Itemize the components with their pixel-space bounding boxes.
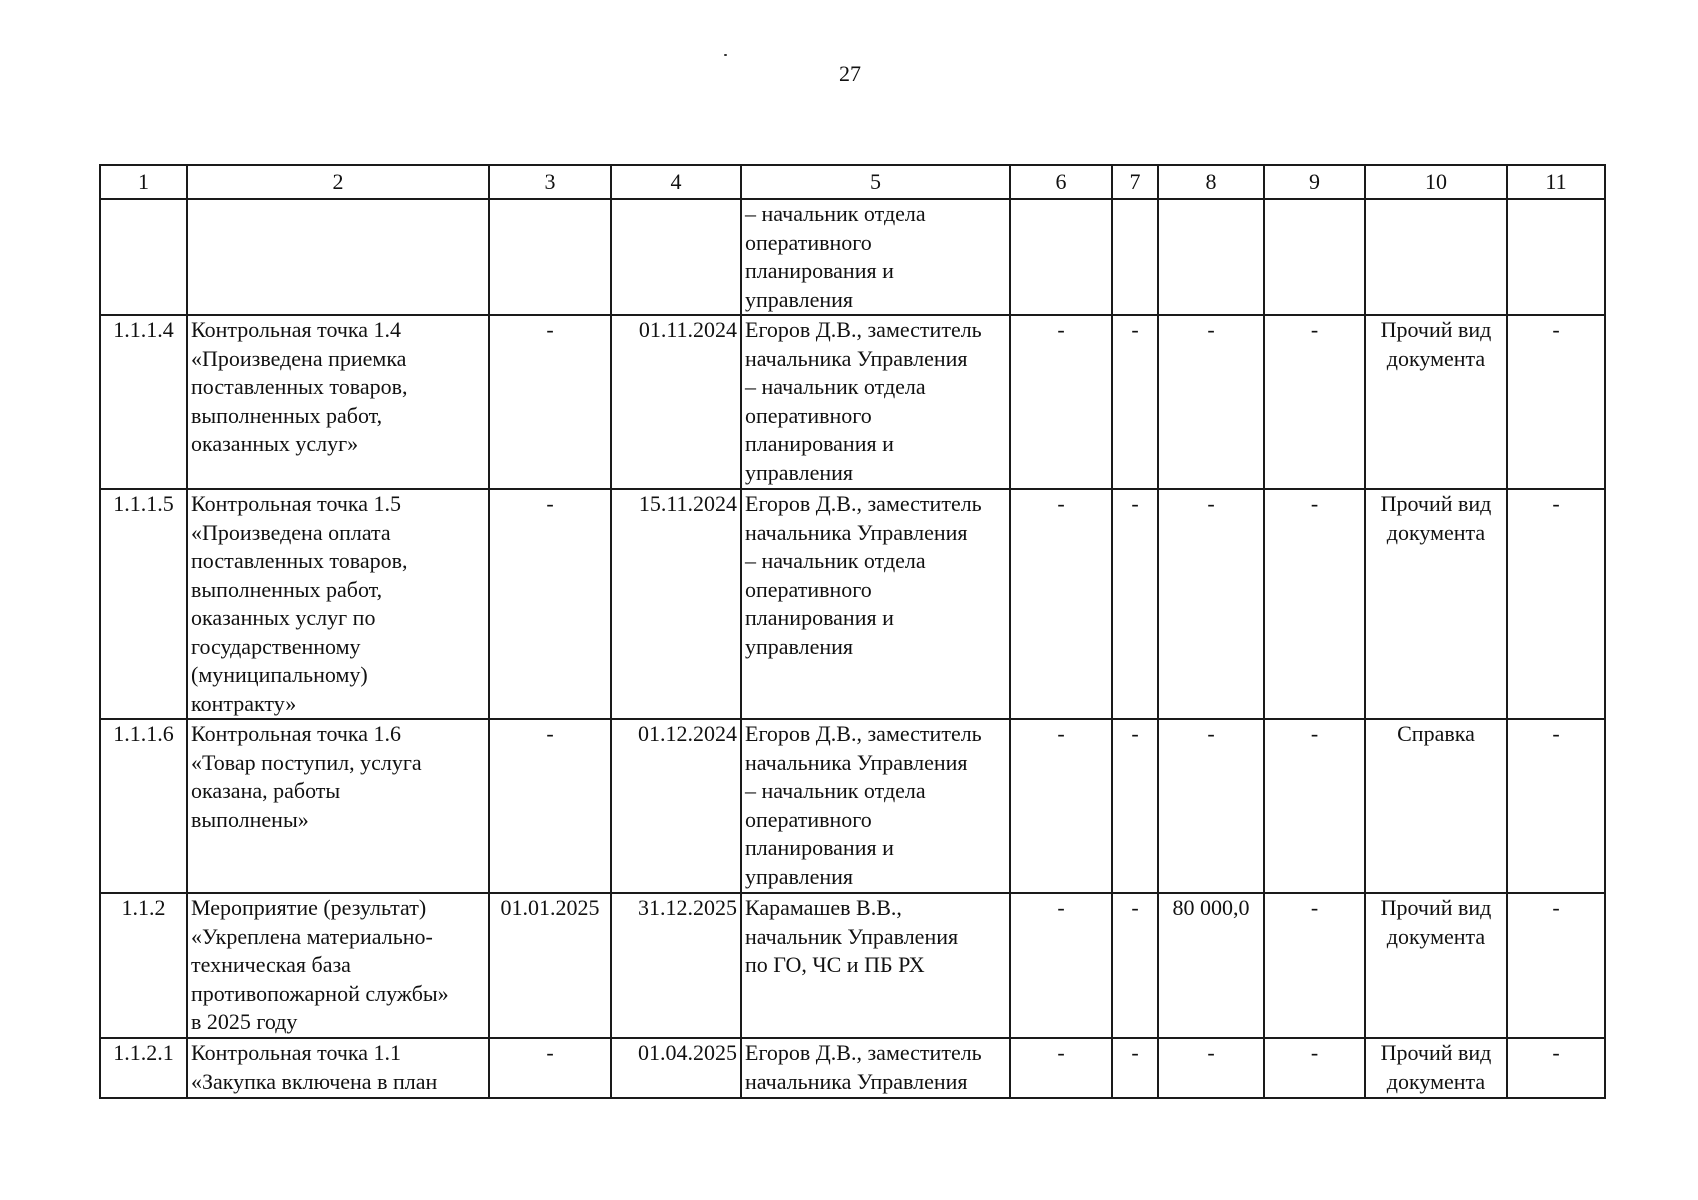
cell-col-9 xyxy=(1264,893,1365,1038)
cell-number xyxy=(100,893,187,1038)
header-col-10: 10 xyxy=(1365,165,1507,199)
cell-responsible-text: Егоров Д.В., заместитель начальника Управления – начальник отдела оперативного планирования и управления xyxy=(745,491,982,659)
table-row-1-1-1-5 xyxy=(100,489,1605,719)
cell-col-9-text: - xyxy=(1310,1040,1319,1065)
cell-responsible-text: Егоров Д.В., заместитель начальника Управления xyxy=(745,1040,982,1094)
cell-name-text: Контрольная точка 1.1 «Закупка включена в план xyxy=(191,1040,438,1094)
cell-col-11-text: - xyxy=(1552,1040,1560,1065)
scan-artifact-dot xyxy=(724,54,727,56)
cell-name xyxy=(187,489,489,719)
cell-col-11 xyxy=(1507,719,1605,893)
cell-document-type-text: Справка xyxy=(1397,721,1475,746)
table-row-continuation xyxy=(100,199,1605,315)
cell-col-9 xyxy=(1264,1038,1365,1098)
cell-col-8 xyxy=(1158,199,1264,315)
cell-end-date xyxy=(611,489,741,719)
cell-document-type xyxy=(1365,893,1507,1038)
cell-number xyxy=(100,199,187,315)
cell-col-9 xyxy=(1264,315,1365,489)
cell-col-11-text: - xyxy=(1552,317,1560,342)
table-row-1-1-1-6 xyxy=(100,719,1605,893)
cell-col-6-text: - xyxy=(1057,317,1065,342)
cell-col-11 xyxy=(1507,893,1605,1038)
cell-document-type xyxy=(1365,199,1507,315)
cell-col-7 xyxy=(1112,893,1158,1038)
header-col-1: 1 xyxy=(100,165,187,199)
cell-name xyxy=(187,199,489,315)
cell-start-date xyxy=(489,719,611,893)
table-row-1-1-2 xyxy=(100,893,1605,1038)
cell-number-text: 1.1.2.1 xyxy=(113,1040,174,1065)
header-col-3: 3 xyxy=(489,165,611,199)
cell-col-6 xyxy=(1010,1038,1112,1098)
cell-col-6 xyxy=(1010,199,1112,315)
cell-start-date xyxy=(489,1038,611,1098)
cell-start-date-text: - xyxy=(546,491,554,516)
cell-col-7 xyxy=(1112,315,1158,489)
cell-responsible-text: – начальник отдела оперативного планирования и управления xyxy=(745,201,926,312)
cell-responsible xyxy=(741,893,1010,1038)
cell-end-date xyxy=(611,1038,741,1098)
cell-col-6 xyxy=(1010,489,1112,719)
cell-col-6-text: - xyxy=(1057,1040,1065,1065)
cell-name-text: Контрольная точка 1.4 «Произведена приемка поставленных товаров, выполненных работ, оказанных услуг» xyxy=(191,317,408,456)
cell-col-9-text: - xyxy=(1310,721,1319,746)
cell-name-text: Контрольная точка 1.5 «Произведена оплата поставленных товаров, выполненных работ, оказанных услуг по государственному (муниципальному) контракту» xyxy=(191,491,408,716)
cell-number xyxy=(100,489,187,719)
cell-responsible xyxy=(741,315,1010,489)
cell-col-11 xyxy=(1507,199,1605,315)
cell-document-type xyxy=(1365,719,1507,893)
cell-responsible-text: Егоров Д.В., заместитель начальника Управления – начальник отдела оперативного планирования и управления xyxy=(745,317,982,485)
cell-col-8 xyxy=(1158,489,1264,719)
cell-col-9-text: - xyxy=(1310,491,1319,516)
cell-col-7-text: - xyxy=(1131,317,1139,342)
cell-col-6 xyxy=(1010,719,1112,893)
header-col-9: 9 xyxy=(1264,165,1365,199)
cell-col-8-text: - xyxy=(1207,1040,1215,1065)
cell-number-text: 1.1.1.4 xyxy=(113,317,174,342)
cell-col-9 xyxy=(1264,199,1365,315)
cell-responsible-text: Карамашев В.В., начальник Управления по ГО, ЧС и ПБ РХ xyxy=(745,895,959,977)
cell-col-6-text: - xyxy=(1057,895,1065,920)
cell-start-date xyxy=(489,489,611,719)
cell-responsible xyxy=(741,719,1010,893)
cell-col-7-text: - xyxy=(1131,721,1139,746)
cell-name xyxy=(187,315,489,489)
cell-end-date xyxy=(611,315,741,489)
cell-end-date-text: 31.12.2025 xyxy=(638,895,737,920)
cell-col-11 xyxy=(1507,1038,1605,1098)
cell-responsible-text: Егоров Д.В., заместитель начальника Управления – начальник отдела оперативного планирования и управления xyxy=(745,721,982,889)
cell-start-date xyxy=(489,893,611,1038)
cell-start-date-text: - xyxy=(546,317,554,342)
cell-document-type-text: Прочий вид документа xyxy=(1380,1040,1492,1094)
cell-start-date xyxy=(489,315,611,489)
cell-col-11-text: - xyxy=(1552,895,1560,920)
cell-col-6 xyxy=(1010,315,1112,489)
header-col-11: 11 xyxy=(1507,165,1605,199)
cell-start-date-text: 01.01.2025 xyxy=(500,895,600,920)
cell-col-7-text: - xyxy=(1131,491,1139,516)
page-number: 27 xyxy=(839,61,861,86)
cell-responsible xyxy=(741,1038,1010,1098)
cell-end-date-text: 01.12.2024 xyxy=(638,721,737,746)
header-col-8: 8 xyxy=(1158,165,1264,199)
header-col-6: 6 xyxy=(1010,165,1112,199)
cell-col-8-text: - xyxy=(1207,491,1215,516)
cell-document-type-text: Прочий вид документа xyxy=(1380,317,1492,371)
cell-col-9 xyxy=(1264,719,1365,893)
cell-number-text: 1.1.1.6 xyxy=(113,721,174,746)
cell-col-11-text: - xyxy=(1552,491,1560,516)
cell-col-8 xyxy=(1158,315,1264,489)
cell-col-7 xyxy=(1112,489,1158,719)
cell-name-text: Контрольная точка 1.6 «Товар поступил, услуга оказана, работы выполнены» xyxy=(191,721,422,832)
cell-col-7 xyxy=(1112,1038,1158,1098)
cell-col-6 xyxy=(1010,893,1112,1038)
cell-start-date xyxy=(489,199,611,315)
cell-responsible xyxy=(741,199,1010,315)
cell-col-8-text: 80 000,0 xyxy=(1172,895,1250,920)
cell-name-text: Мероприятие (результат) «Укреплена материально- техническая база противопожарной службы» в 2025 году xyxy=(191,895,449,1034)
header-col-7: 7 xyxy=(1112,165,1158,199)
cell-number xyxy=(100,315,187,489)
cell-col-7 xyxy=(1112,199,1158,315)
cell-start-date-text: - xyxy=(546,721,554,746)
cell-col-6-text: - xyxy=(1057,491,1065,516)
table-row-1-1-1-4 xyxy=(100,315,1605,489)
cell-col-8 xyxy=(1158,893,1264,1038)
cell-start-date-text: - xyxy=(546,1040,554,1065)
cell-col-8-text: - xyxy=(1207,317,1215,342)
cell-end-date-text: 01.11.2024 xyxy=(638,317,737,342)
cell-col-9-text: - xyxy=(1310,317,1319,342)
header-col-5: 5 xyxy=(741,165,1010,199)
cell-col-8 xyxy=(1158,1038,1264,1098)
cell-number-text: 1.1.2 xyxy=(121,895,166,920)
table-row-1-1-2-1 xyxy=(100,1038,1605,1098)
cell-responsible xyxy=(741,489,1010,719)
header-col-2: 2 xyxy=(187,165,489,199)
cell-end-date xyxy=(611,199,741,315)
cell-document-type xyxy=(1365,1038,1507,1098)
cell-document-type-text: Прочий вид документа xyxy=(1380,491,1492,545)
cell-end-date-text: 01.04.2025 xyxy=(638,1040,737,1065)
cell-document-type-text: Прочий вид документа xyxy=(1380,895,1492,949)
cell-col-7 xyxy=(1112,719,1158,893)
plan-table xyxy=(99,164,1606,1099)
cell-document-type xyxy=(1365,489,1507,719)
cell-name xyxy=(187,893,489,1038)
cell-col-11 xyxy=(1507,489,1605,719)
cell-document-type xyxy=(1365,315,1507,489)
cell-col-6-text: - xyxy=(1057,721,1065,746)
cell-col-11 xyxy=(1507,315,1605,489)
cell-col-8 xyxy=(1158,719,1264,893)
cell-col-9 xyxy=(1264,489,1365,719)
cell-col-7-text: - xyxy=(1131,895,1139,920)
table-header-row xyxy=(100,165,1605,199)
cell-number-text: 1.1.1.5 xyxy=(113,491,174,516)
cell-number xyxy=(100,1038,187,1098)
cell-number xyxy=(100,719,187,893)
cell-name xyxy=(187,719,489,893)
cell-col-11-text: - xyxy=(1552,721,1560,746)
cell-end-date xyxy=(611,893,741,1038)
cell-end-date xyxy=(611,719,741,893)
cell-col-7-text: - xyxy=(1131,1040,1139,1065)
header-col-4: 4 xyxy=(611,165,741,199)
cell-col-9-text: - xyxy=(1310,895,1319,920)
cell-col-8-text: - xyxy=(1207,721,1215,746)
cell-end-date-text: 15.11.2024 xyxy=(638,491,737,516)
cell-name xyxy=(187,1038,489,1098)
